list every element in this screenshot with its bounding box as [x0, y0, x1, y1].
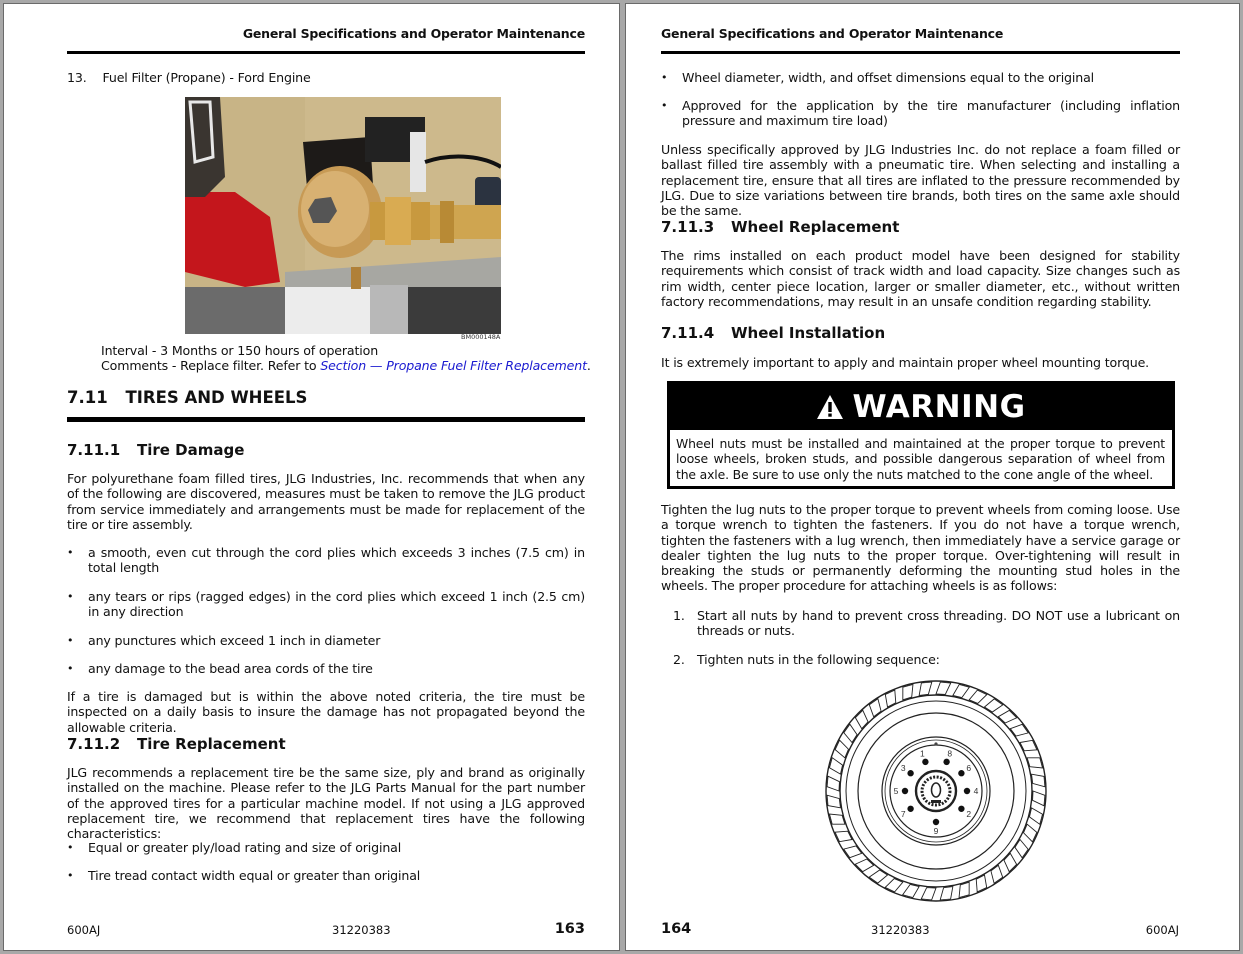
tread-block — [903, 884, 919, 897]
valve-stem — [934, 742, 937, 745]
lug-sequence-label: 2 — [966, 808, 972, 819]
header-rule — [67, 51, 585, 54]
tread-block — [1033, 791, 1045, 806]
subsection-heading-wheel-replacement — [661, 218, 899, 236]
lug-nut — [902, 788, 908, 794]
fuel-filter-image — [185, 97, 501, 334]
subsection-number: 7.11.2 — [67, 735, 121, 753]
footer-doc-number: 31220383 — [871, 923, 930, 937]
footer-page-number: 163 — [554, 921, 585, 937]
wheel-tightening-sequence-figure — [824, 679, 1048, 907]
section-title: TIRES AND WHEELS — [125, 388, 308, 407]
bullet-icon: • — [67, 841, 74, 854]
tread-block — [936, 682, 951, 694]
bullet-item: • a smooth, even cut through the cord plies which exceeds 3 inches (7.5 cm) in total length — [67, 545, 585, 576]
bullet-item: • Tire tread contact width equal or greater than original — [67, 868, 421, 883]
tread-block — [919, 682, 932, 695]
right-page — [625, 3, 1240, 951]
section-rule — [67, 417, 585, 422]
lug-sequence-label: 8 — [947, 748, 953, 759]
comments-suffix: . — [586, 358, 591, 373]
lug-sequence-label: 4 — [973, 786, 979, 796]
running-head: General Specifications and Operator Maintenance — [661, 26, 1004, 41]
step-text: Tighten nuts in the following sequence: — [697, 652, 940, 667]
fuel-filter-photo — [185, 97, 501, 334]
bullet-item: • Approved for the application by the tire manufacturer (including inflation pressure and maximum tire load) — [661, 98, 1180, 129]
subsection-title: Wheel Replacement — [731, 218, 900, 236]
bullet-item: • any punctures which exceed 1 inch in diameter — [67, 633, 381, 648]
bullet-icon: • — [67, 634, 74, 647]
tread-block — [827, 776, 839, 791]
propane-filter-section-link[interactable]: Section — Propane Fuel Filter Replacement — [320, 358, 587, 373]
lug-sequence-label: 9 — [933, 826, 939, 836]
subsection-heading-wheel-installation — [661, 324, 885, 342]
lug-nut-paragraph: Tighten the lug nuts to the proper torque to prevent wheels from coming loose. Use a torque wrench to tighten the fasteners. If you do not have a torque wrench, tighten the fasteners with a lug wrench, then immediately have a service garage or dealer tighten the lug nuts to the proper torque. Over-tightening will result in breaking the studs or permanently deforming the mounting stud holes in the wheels. The proper procedure for attaching wheels is as follows: — [661, 502, 1180, 594]
subsection-heading-tire-replacement — [67, 735, 286, 753]
lug-nut — [907, 770, 913, 776]
subsection-heading-tire-damage — [67, 441, 244, 459]
tire-damage-closing: If a tire is damaged but is within the above noted criteria, the tire must be inspected on a daily basis to insure the damage has not propagated beyond the allowable criteria. — [67, 689, 585, 735]
left-page — [3, 3, 620, 951]
bullet-icon: • — [67, 546, 74, 559]
lug-sequence-label: 3 — [900, 763, 906, 774]
bullet-item: • Equal or greater ply/load rating and size of original — [67, 840, 402, 855]
lug-nut — [964, 788, 970, 794]
warning-title: WARNING — [852, 389, 1026, 425]
interval-text: Interval - 3 Months or 150 hours of operation — [101, 343, 379, 358]
bullet-icon: • — [67, 869, 74, 882]
tread-block — [921, 888, 936, 900]
step-item — [673, 652, 1180, 667]
step-number: 1. — [673, 608, 685, 623]
bullet-item: • any tears or rips (ragged edges) in the cord plies which exceed 1 inch (2.5 cm) in any direction — [67, 589, 585, 620]
foam-filled-paragraph: Unless specifically approved by JLG Industries Inc. do not replace a foam filled or ballast filled tire assembly with a pneumatic tire. When selecting and installing a replacement tire, ensure that all tires are inflated to the pressure recommended by JLG. Due to size variations between tire brands, both tires on the same axle should be the same. — [661, 142, 1180, 219]
lug-nut — [943, 759, 949, 765]
tread-block — [1032, 774, 1045, 787]
step-number: 2. — [673, 652, 685, 667]
lug-sequence-label: 7 — [900, 808, 906, 819]
lug-nut — [933, 819, 939, 825]
running-head: General Specifications and Operator Maintenance — [242, 26, 585, 41]
bullet-icon: • — [661, 99, 668, 112]
item-title: Fuel Filter (Propane) - Ford Engine — [102, 70, 311, 85]
lug-sequence-label: 6 — [966, 763, 972, 774]
wheel-replacement-text: The rims installed on each product model have been designed for stability requirements which consist of track width and load capacity. Size changes such as rim width, center piece location, larger or smaller diameter, etc., without written factory recommendations, may result in an unsafe condition regarding stability. — [661, 248, 1180, 309]
subsection-title: Wheel Installation — [731, 324, 886, 342]
item-13 — [67, 70, 311, 85]
subsection-number: 7.11.1 — [67, 441, 121, 459]
bullet-icon: • — [67, 590, 74, 603]
bullet-icon: • — [661, 71, 668, 84]
step-item — [673, 608, 1180, 639]
bullet-icon: • — [67, 662, 74, 675]
tire-damage-intro: For polyurethane foam filled tires, JLG Industries, Inc. recommends that when any of the following are discovered, measures must be taken to remove the JLG product from service immediately and arrangements must be made for replacement of the tire or tire assembly. — [67, 471, 585, 532]
section-heading — [67, 388, 307, 407]
warning-text: Wheel nuts must be installed and maintained at the proper torque to prevent loose wheels, broken studs, and possible dangerous separation of wheel from the axle. Be sure to use only the nuts matched to the cone angle of the wheel. — [676, 436, 1165, 482]
footer-page-number: 164 — [661, 921, 692, 937]
lug-nut — [958, 806, 964, 812]
comments-text — [101, 358, 591, 373]
section-number: 7.11 — [67, 388, 108, 407]
subsection-title: Tire Replacement — [137, 735, 286, 753]
photo-code: BM000148A — [461, 333, 501, 341]
subsection-title: Tire Damage — [137, 441, 245, 459]
subsection-number: 7.11.4 — [661, 324, 715, 342]
warning-triangle-icon — [816, 394, 844, 420]
tread-block — [953, 684, 969, 697]
step-text: Start all nuts by hand to prevent cross threading. DO NOT use a lubricant on threads or nuts. — [697, 608, 1180, 639]
footer-model: 600AJ — [67, 923, 101, 937]
footer-model: 600AJ — [1145, 923, 1179, 937]
hub-logo-bar — [931, 800, 941, 803]
tread-block — [1029, 808, 1042, 824]
lug-nut — [958, 770, 964, 776]
warning-header — [670, 384, 1172, 430]
lug-nut — [907, 806, 913, 812]
item-number: 13. — [67, 70, 87, 85]
footer-doc-number: 31220383 — [332, 923, 391, 937]
tire-replacement-intro: JLG recommends a replacement tire be the same size, ply and brand as originally installed on the machine. Please refer to the JLG Parts Manual for the part number of the approved tires for a particular machine model. If not using a JLG approved replacement tire, we recommend that replacement tires have the following characteristics: — [67, 765, 585, 842]
comments-prefix: Comments - Replace filter. Refer to — [101, 358, 321, 373]
wheel-diagram — [824, 679, 1048, 903]
tread-block — [940, 887, 953, 900]
wheel-installation-text: It is extremely important to apply and maintain proper wheel mounting torque. — [661, 355, 1150, 370]
lug-sequence-label: 5 — [893, 786, 899, 796]
tread-block — [827, 795, 840, 808]
lug-nut — [922, 759, 928, 765]
tread-block — [829, 758, 842, 774]
warning-box — [667, 381, 1175, 489]
bullet-item: • Wheel diameter, width, and offset dimensions equal to the original — [661, 70, 1095, 85]
bullet-item: • any damage to the bead area cords of the tire — [67, 661, 373, 676]
subsection-number: 7.11.3 — [661, 218, 715, 236]
lug-sequence-label: 1 — [919, 748, 925, 759]
header-rule — [661, 51, 1180, 54]
